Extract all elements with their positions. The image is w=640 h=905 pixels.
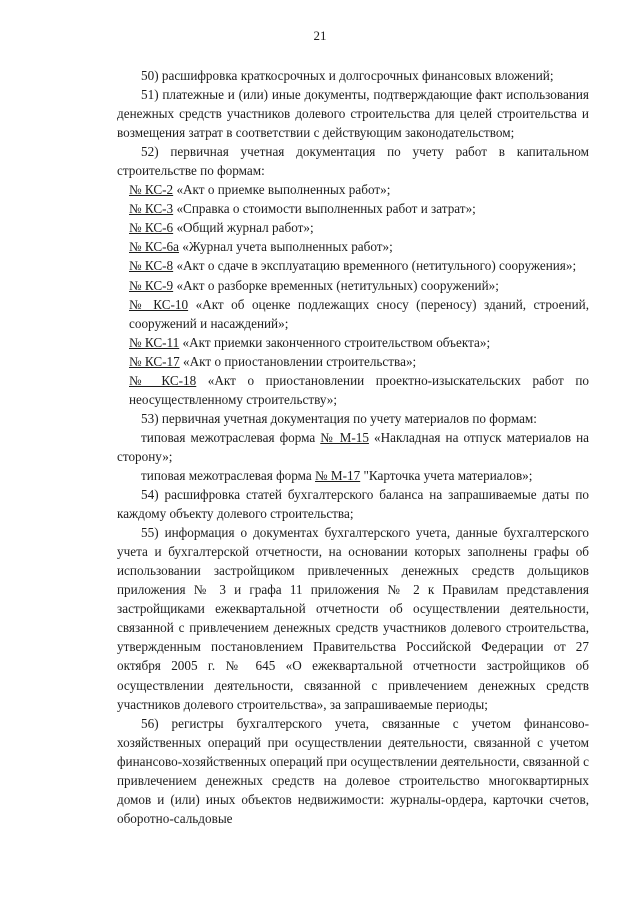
form-ks-10-code: № КС-10 xyxy=(129,296,189,312)
form-ks-10 xyxy=(117,295,589,333)
item-51: 51) платежные и (или) иные документы, подтверждающие факт использования денежных средств участников долевого строительства для целей строительства и возмещения затрат в соответствии с действующим законодательством; xyxy=(117,87,589,141)
form-m-15 xyxy=(117,428,589,466)
form-ks-6a-text: «Журнал учета выполненных работ»; xyxy=(178,239,393,255)
form-ks-9 xyxy=(117,276,589,295)
form-ks-3-text: «Справка о стоимости выполненных работ и затрат»; xyxy=(173,201,476,217)
form-m-17-text: "Карточка учета материалов»; xyxy=(360,467,533,483)
item-55: 55) информация о документах бухгалтерского учета, данные бухгалтерского учета и бухгалтерской отчетности, на основании которых заполнены графы об использовании застройщиком привлеченных денежных средств дольщиков приложения № 3 и графа 11 приложения № 2 к Правилам представления застройщиками ежеквартальной отчетности об осуществлении деятельности, связанной с привлечением денежных средств участников долевого строительства, утвержденным постановлением Правительства Российской Федерации от 27 октября 2005 г. № 645 «О ежеквартальной отчетности застройщиков об осуществлении деятельности, связанной с привлечением денежных средств участников долевого строительства», за запрашиваемые периоды; xyxy=(117,525,589,712)
form-ks-11-text: «Акт приемки законченного строительством объекта»; xyxy=(179,334,491,350)
document-body xyxy=(117,66,589,828)
form-ks-11 xyxy=(117,333,589,352)
page-number: 21 xyxy=(313,28,327,43)
form-ks-8 xyxy=(117,256,589,275)
item-52: 52) первичная учетная документация по учету работ в капитальном строительстве по формам: xyxy=(117,144,589,179)
form-m-15-prefix: типовая межотраслевая форма xyxy=(141,429,321,445)
form-ks-8-code: № КС-8 xyxy=(129,258,174,274)
form-ks-18 xyxy=(117,371,589,409)
form-m-17 xyxy=(117,466,589,485)
form-ks-17-text: «Акт о приостановлении строительства»; xyxy=(179,353,417,369)
form-ks-6a xyxy=(117,237,589,256)
form-ks-2-text: «Акт о приемке выполненных работ»; xyxy=(173,182,391,198)
form-ks-17-code: № КС-17 xyxy=(129,353,180,369)
form-ks-3 xyxy=(117,199,589,218)
form-ks-6-code: № КС-6 xyxy=(129,220,174,236)
form-ks-6 xyxy=(117,218,589,237)
form-ks-2 xyxy=(117,180,589,199)
form-ks-6-text: «Общий журнал работ»; xyxy=(173,220,314,236)
form-ks-8-text: «Акт о сдаче в эксплуатацию временного (нетитульного) сооружения»; xyxy=(173,258,577,274)
form-ks-2-code: № КС-2 xyxy=(129,182,174,198)
form-m-15-code: № М-15 xyxy=(320,429,369,445)
form-m-15-text: «Накладная на отпуск материалов на сторону»; xyxy=(117,429,589,464)
form-ks-18-code: № КС-18 xyxy=(129,372,197,388)
form-ks-18-text: «Акт о приостановлении проектно-изыскательских работ по неосуществленному строительству»; xyxy=(129,372,589,407)
form-ks-10-text: «Акт об оценке подлежащих сносу (переносу) зданий, строений, сооружений и насаждений»; xyxy=(129,296,589,331)
form-ks-17 xyxy=(117,352,589,371)
form-ks-6a-code: № КС-6а xyxy=(129,239,179,255)
form-ks-9-code: № КС-9 xyxy=(129,277,174,293)
item-54: 54) расшифровка статей бухгалтерского баланса на запрашиваемые даты по каждому объекту долевого строительства; xyxy=(117,487,589,522)
form-m-17-prefix: типовая межотраслевая форма xyxy=(141,467,316,483)
item-56: 56) регистры бухгалтерского учета, связанные с учетом финансово-хозяйственных операций при осуществлении деятельности, связанной с учетом финансово-хозяйственных операций при осуществлении деятельности, связанной с привлечением денежных средств на долевое строительство многоквартирных домов и (или) иных объектов недвижимости: журналы-ордера, карточки счетов, оборотно-сальдовые xyxy=(117,715,589,826)
item-53: 53) первичная учетная документация по учету материалов по формам: xyxy=(141,410,537,426)
form-ks-11-code: № КС-11 xyxy=(129,334,180,350)
form-ks-3-code: № КС-3 xyxy=(129,201,174,217)
form-ks-9-text: «Акт о разборке временных (нетитульных) сооружений»; xyxy=(173,277,499,293)
item-50: 50) расшифровка краткосрочных и долгосрочных финансовых вложений; xyxy=(141,68,554,83)
form-m-17-code: № М-17 xyxy=(315,467,361,483)
